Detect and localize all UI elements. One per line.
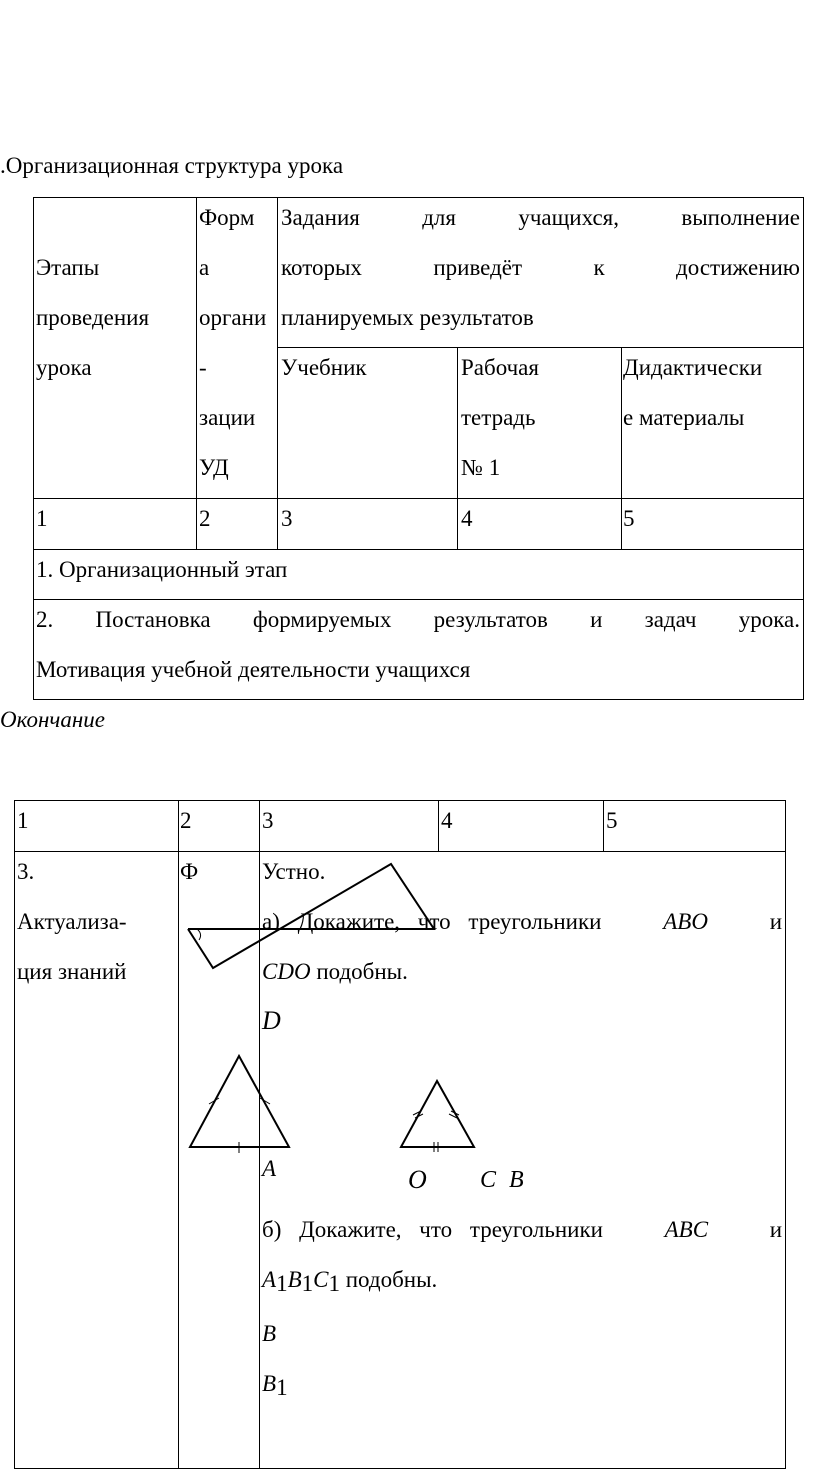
triangle-a1b1c1-figure	[401, 1081, 474, 1152]
task-text: и	[769, 909, 782, 934]
t1-num-2: 2	[199, 506, 211, 531]
header-line: урока	[36, 355, 92, 380]
triangle-a1b1c1	[401, 1081, 474, 1147]
vertex-subscript: 1	[301, 1271, 314, 1296]
stage-line: ция знаний	[17, 959, 127, 984]
t2-num-1: 1	[17, 808, 29, 833]
stage-line: 3.	[17, 859, 35, 884]
label-d: D	[262, 1006, 281, 1035]
vertex-subscript: 1	[276, 1271, 288, 1296]
t1-num-3: 3	[281, 506, 293, 531]
triangle-name: ABC	[664, 1217, 709, 1242]
header-line: № 1	[461, 455, 501, 480]
task-text: б) Докажите, что треугольники	[262, 1217, 603, 1242]
stage-line: Мотивация учебной деятельности учащихся	[36, 657, 471, 682]
header-line: Этапы	[36, 255, 100, 280]
header-line: Форм	[199, 205, 255, 230]
continuation-label: Окончание	[0, 707, 105, 732]
task-text: а) Докажите, что треугольники	[262, 909, 602, 934]
header-line: Дидактически	[623, 355, 763, 380]
header-line: а	[199, 255, 210, 280]
vertex-letter: B	[262, 1371, 277, 1396]
label-b: B	[509, 1167, 524, 1193]
task-text: подобны.	[316, 959, 408, 984]
header-line: тетрадь	[461, 405, 536, 430]
t2-num-3: 3	[262, 808, 274, 833]
t1-num-1: 1	[36, 506, 48, 531]
t2-num-2: 2	[180, 808, 192, 833]
label-a: A	[262, 1156, 277, 1181]
label-c: C	[480, 1167, 497, 1193]
page-heading: .Организационная структура урока	[0, 153, 344, 178]
header-line: Рабочая	[461, 355, 539, 380]
vertex-letter: B	[287, 1267, 302, 1292]
stage-line: 2. Постановка формируемых результатов и задач урока.	[36, 607, 800, 632]
task-text: подобны.	[345, 1267, 438, 1292]
header-line: проведения	[36, 305, 150, 330]
t2-num-5: 5	[606, 808, 618, 833]
t2-form: Ф	[180, 859, 199, 884]
task-text: и	[769, 1217, 782, 1242]
vertex-subscript: 1	[328, 1271, 340, 1296]
label-o: O	[408, 1165, 427, 1194]
header-line: зации	[199, 405, 256, 430]
bowtie-figure	[188, 864, 434, 968]
stage-line: Актуализа-	[17, 909, 127, 934]
vertex-letter: C	[313, 1267, 329, 1292]
triangle-abc	[190, 1056, 289, 1147]
header-line: Задания для учащихся, выполнение	[281, 205, 800, 230]
t2-oral: Устно.	[262, 859, 326, 884]
header-line: органи	[199, 305, 267, 330]
t1-num-4: 4	[461, 506, 473, 531]
triangle-name: CDO	[262, 959, 311, 984]
t1-stage-1: 1. Организационный этап	[36, 557, 288, 582]
vertex-subscript: 1	[276, 1375, 288, 1400]
label-b-task-b: B	[262, 1321, 277, 1346]
header-line: которых приведёт к достижению	[281, 255, 800, 280]
triangle-abc-figure	[190, 1056, 289, 1153]
t1-textbook-header: Учебник	[281, 355, 367, 380]
t2-num-4: 4	[441, 808, 453, 833]
vertex-letter: A	[262, 1267, 277, 1292]
header-line: е материалы	[623, 405, 745, 430]
bowtie-lines	[188, 864, 434, 968]
header-line: планируемых результатов	[281, 305, 534, 330]
t1-num-5: 5	[623, 506, 635, 531]
header-line: УД	[199, 455, 229, 480]
angle-arc-icon	[197, 929, 201, 940]
triangle-name: ABO	[663, 909, 708, 934]
header-line: -	[199, 355, 207, 380]
